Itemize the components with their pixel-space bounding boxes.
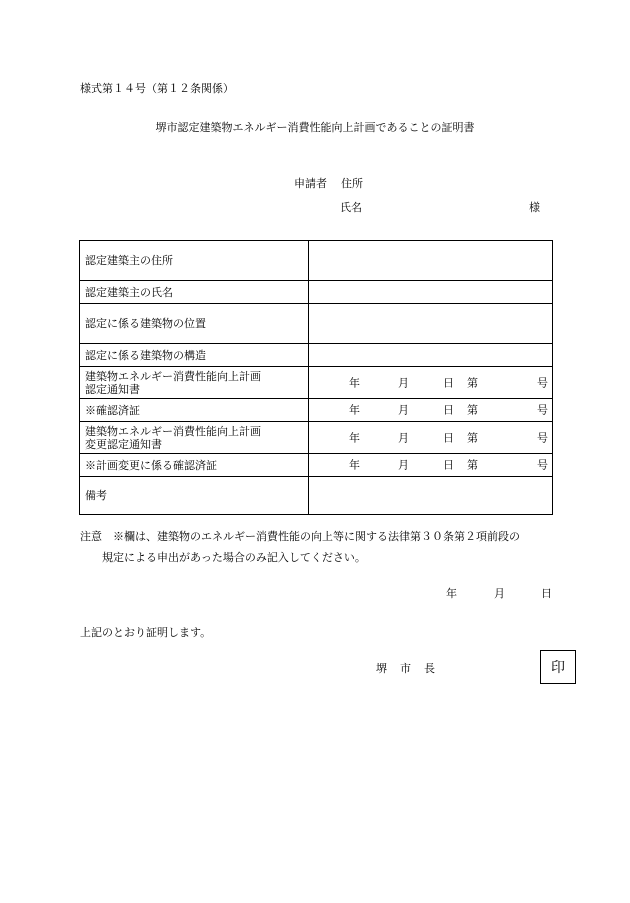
table-row [80, 477, 553, 515]
location-value-cell[interactable] [309, 304, 553, 344]
table-row [80, 344, 553, 367]
address-value-cell[interactable] [309, 241, 553, 281]
table-row [80, 399, 553, 422]
day-label: 日 [443, 431, 454, 444]
table-row [80, 454, 553, 477]
year-label: 年 [349, 458, 360, 472]
issue-month-label: 月 [494, 587, 505, 600]
form-number: 様式第１４号（第１２条関係） [80, 82, 234, 95]
month-label: 月 [398, 458, 409, 472]
date-number-cell[interactable] [309, 399, 553, 422]
year-label: 年 [349, 403, 360, 417]
row-label: 認定に係る建築物の構造 [80, 344, 309, 367]
certificate-table [79, 240, 553, 515]
month-label: 月 [398, 403, 409, 417]
note-line: 規定による申出があった場合のみ記入してください。 [102, 551, 366, 564]
note-line: 注意 ※欄は、建築物のエネルギー消費性能の向上等に関する法律第３０条第２項前段の [80, 530, 520, 543]
mayor-title: 堺市長 [376, 662, 448, 675]
table-row [80, 304, 553, 344]
row-label-line: 認定通知書 [85, 382, 140, 396]
month-label: 月 [398, 431, 409, 444]
day-label: 日 [443, 403, 454, 417]
structure-value-cell[interactable] [309, 344, 553, 367]
number-prefix: 第 [467, 431, 478, 444]
table-row [80, 241, 553, 281]
row-label: ※計画変更に係る確認済証 [80, 454, 309, 477]
table-row [80, 367, 553, 399]
number-prefix: 第 [467, 376, 478, 389]
day-label: 日 [443, 376, 454, 389]
number-prefix: 第 [467, 458, 478, 472]
date-number-cell[interactable] [309, 454, 553, 477]
date-number-cell[interactable] [309, 422, 553, 454]
year-label: 年 [349, 376, 360, 389]
remarks-value-cell[interactable] [309, 477, 553, 515]
row-label: ※確認済証 [80, 399, 309, 422]
year-label: 年 [349, 431, 360, 444]
row-label [80, 367, 309, 399]
number-prefix: 第 [467, 403, 478, 417]
number-suffix: 号 [537, 376, 548, 389]
number-suffix: 号 [537, 403, 548, 417]
document-title: 堺市認定建築物エネルギー消費性能向上計画であることの証明書 [155, 121, 475, 134]
row-label: 備考 [80, 477, 309, 515]
number-suffix: 号 [537, 431, 548, 444]
address-label: 住所 [341, 177, 363, 190]
row-label: 認定に係る建築物の位置 [80, 304, 309, 344]
row-label: 認定建築主の住所 [80, 241, 309, 281]
name-label: 氏名 [340, 201, 362, 214]
number-suffix: 号 [537, 458, 548, 472]
applicant-label: 申請者 [294, 177, 327, 190]
row-label: 認定建築主の氏名 [80, 281, 309, 304]
row-label-line: 建築物エネルギー消費性能向上計画 [85, 424, 261, 438]
applicant-address-line [294, 177, 377, 191]
table-row [80, 422, 553, 454]
certification-statement: 上記のとおり証明します。 [80, 626, 212, 639]
issue-day-label: 日 [541, 587, 552, 600]
month-label: 月 [398, 376, 409, 389]
table-row [80, 281, 553, 304]
honorific: 様 [529, 201, 540, 214]
row-label-line: 建築物エネルギー消費性能向上計画 [85, 369, 261, 383]
date-number-cell[interactable] [309, 367, 553, 399]
issue-year-label: 年 [446, 587, 457, 600]
row-label [80, 422, 309, 454]
seal-mark: 印 [551, 660, 565, 676]
day-label: 日 [443, 458, 454, 472]
seal-box [540, 650, 576, 684]
row-label-line: 変更認定通知書 [85, 437, 162, 451]
name-value-cell[interactable] [309, 281, 553, 304]
